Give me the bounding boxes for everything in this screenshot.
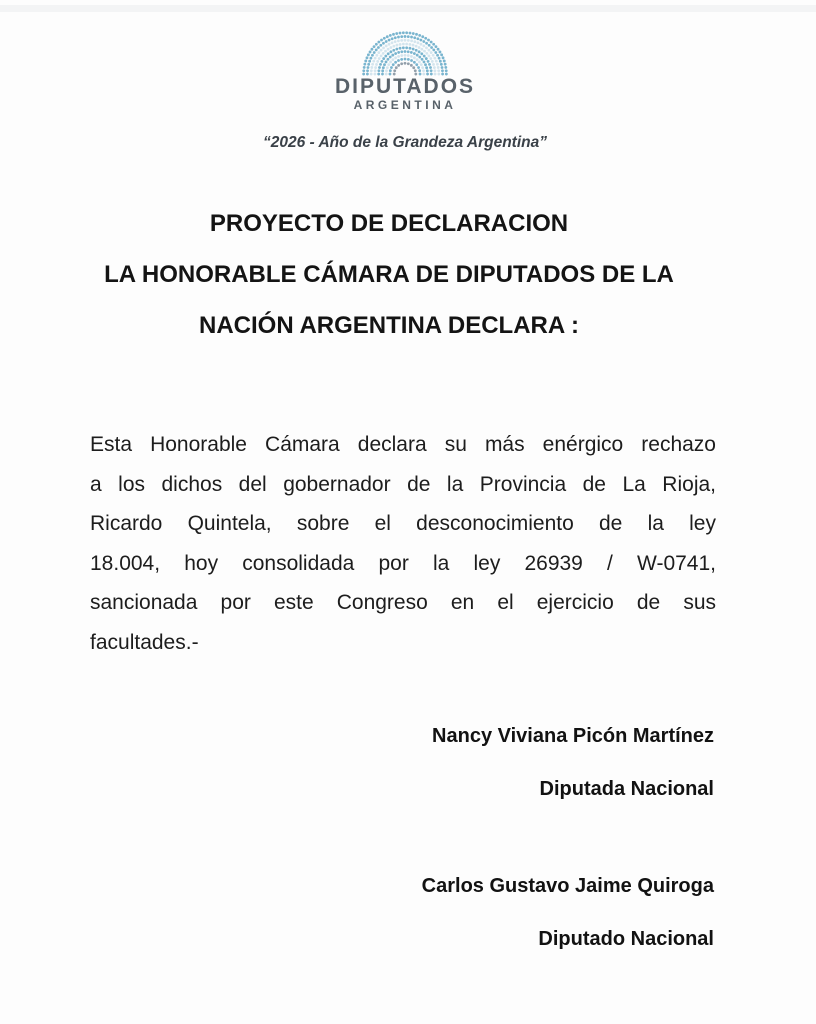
title-line-2: LA HONORABLE CÁMARA DE DIPUTADOS DE LA [104,261,674,288]
paragraph-line: facultades.- [90,630,199,654]
org-subname: ARGENTINA [353,98,457,112]
paragraph-line: 18.004, hoy consolidada por la ley 26939 / W-0741, [90,551,716,575]
signatory-name: Nancy Viviana Picón Martínez [432,725,714,747]
signature-block [100,724,714,801]
org-name: DIPUTADOS [334,75,476,98]
scan-edge-artifact [0,5,816,12]
signatory-role: Diputada Nacional [539,778,714,800]
title-line-1: PROYECTO DE DECLARACION [209,210,569,237]
diputados-hemicycle-logo-icon [0,27,810,76]
signatory-role: Diputado Nacional [538,928,714,950]
paragraph-line: Ricardo Quintela, sobre el desconocimiento de la ley [90,512,716,535]
title-line-3: NACIÓN ARGENTINA DECLARA : [199,312,579,339]
paragraph-line: sancionada por este Congreso en el ejercicio de sus [90,591,716,614]
year-motto: “2026 - Año de la Grandeza Argentina” [263,134,547,151]
document-title [0,198,778,351]
paragraph-line: a los dichos del gobernador de la Provincia de La Rioja, [90,472,716,496]
signatory-name: Carlos Gustavo Jaime Quiroga [421,875,714,897]
signature-block [100,874,714,951]
paragraph-line: Esta Honorable Cámara declara su más enérgico rechazo [90,433,716,456]
declaration-paragraph [90,425,716,662]
